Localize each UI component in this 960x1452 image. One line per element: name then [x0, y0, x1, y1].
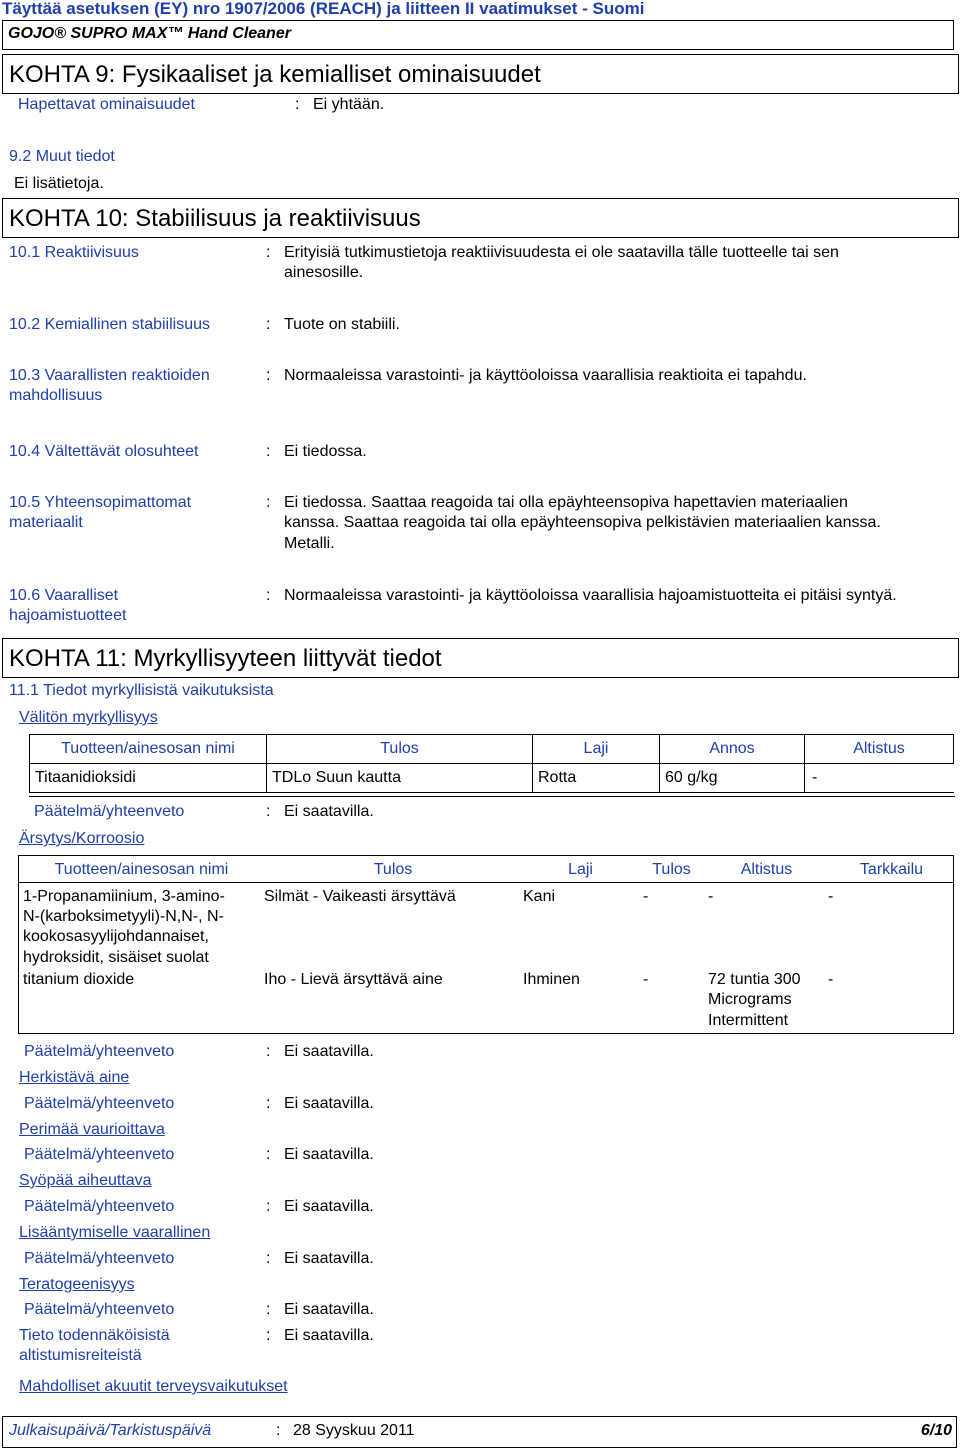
- column-header: Altistus: [805, 735, 954, 764]
- other-info-title: 9.2 Muut tiedot: [9, 148, 115, 165]
- incompatible-value-line1: Ei tiedossa. Saattaa reagoida tai olla epäyhteensopiva hapettavien materiaalien: [284, 494, 848, 511]
- colon: :: [266, 367, 271, 384]
- conclusion-label: Päätelmä/yhteenveto: [24, 1146, 175, 1163]
- colon: :: [266, 1095, 271, 1112]
- column-header: Laji: [568, 861, 593, 878]
- other-info-value: Ei lisätietoja.: [14, 175, 104, 192]
- reproductive-toxicity-title: Lisääntymiselle vaarallinen: [19, 1224, 211, 1241]
- conclusion-value: Ei saatavilla.: [284, 1095, 374, 1112]
- acute-health-effects-title: Mahdolliset akuutit terveysvaikutukset: [19, 1378, 288, 1395]
- stability-label: 10.2 Kemiallinen stabiilisuus: [9, 316, 210, 333]
- table-cell: 60 g/kg: [660, 764, 805, 793]
- irr-row1-name-line2: N-(karboksimetyyli)-N,N-, N-: [23, 908, 224, 925]
- colon: :: [266, 1327, 271, 1344]
- colon: :: [266, 1146, 271, 1163]
- incompatible-value-line2: kanssa. Saattaa reagoida tai olla epäyhteensopiva pelkistävien materiaalien kanssa.: [284, 514, 881, 531]
- conclusion-label: Päätelmä/yhteenveto: [34, 803, 185, 820]
- colon: :: [266, 803, 271, 820]
- acute-toxicity-table: [29, 734, 954, 793]
- incompatible-label-line2: materiaalit: [9, 514, 83, 531]
- colon: :: [266, 587, 271, 604]
- irr-row2-exposure-line2: Micrograms: [708, 991, 792, 1008]
- conclusion-value: Ei saatavilla.: [284, 1250, 374, 1267]
- divider: [29, 796, 955, 797]
- irr-row1-observation: -: [828, 888, 834, 905]
- table-cell: Titaanidioksidi: [30, 764, 267, 793]
- hazardous-reactions-label-line1: 10.3 Vaarallisten reaktioiden: [9, 367, 210, 384]
- teratogenicity-title: Teratogeenisyys: [19, 1276, 135, 1293]
- irr-row2-exposure-line1: 72 tuntia 300: [708, 971, 801, 988]
- colon: :: [295, 96, 300, 113]
- irr-row2-result: Iho - Lievä ärsyttävä aine: [264, 971, 443, 988]
- reactivity-value-line1: Erityisiä tutkimustietoja reaktiivisuudesta ei ole saatavilla tälle tuotteelle tai sen: [284, 244, 839, 261]
- conclusion-value: Ei saatavilla.: [284, 1198, 374, 1215]
- irr-row1-name-line1: 1-Propanamiinium, 3-amino-: [23, 888, 225, 905]
- footer-date-label: Julkaisupäivä/Tarkistuspäivä: [9, 1422, 212, 1439]
- colon: :: [266, 443, 271, 460]
- table-cell: TDLo Suun kautta: [267, 764, 533, 793]
- conclusion-label: Päätelmä/yhteenveto: [24, 1198, 175, 1215]
- column-header: Tuotteen/ainesosan nimi: [30, 735, 267, 764]
- conclusion-value: Ei saatavilla.: [284, 1146, 374, 1163]
- oxidizing-value: Ei yhtään.: [313, 96, 385, 113]
- irr-row1-score: -: [643, 888, 649, 905]
- acute-toxicity-title: Välitön myrkyllisyys: [19, 709, 158, 726]
- irritation-table-header: [18, 855, 954, 883]
- incompatible-label-line1: 10.5 Yhteensopimattomat: [9, 494, 192, 511]
- table-border: [18, 1033, 954, 1034]
- conclusion-label: Päätelmä/yhteenveto: [24, 1095, 175, 1112]
- column-header: Tulos: [373, 861, 413, 878]
- irr-row1-exposure: -: [708, 888, 714, 905]
- conclusion-label: Päätelmä/yhteenveto: [24, 1043, 175, 1060]
- conditions-avoid-label: 10.4 Vältettävät olosuhteet: [9, 443, 199, 460]
- exposure-routes-value: Ei saatavilla.: [284, 1327, 374, 1344]
- colon: :: [266, 316, 271, 333]
- irr-row2-species: Ihminen: [523, 971, 580, 988]
- section9-title: KOHTA 9: Fysikaaliset ja kemialliset ominaisuudet: [9, 61, 541, 88]
- colon: :: [266, 244, 271, 261]
- exposure-routes-label-line2: altistumisreiteistä: [19, 1347, 142, 1364]
- column-header: Altistus: [740, 861, 793, 878]
- colon: :: [266, 1301, 271, 1318]
- oxidizing-label: Hapettavat ominaisuudet: [18, 96, 195, 113]
- reactivity-label: 10.1 Reaktiivisuus: [9, 244, 139, 261]
- hazardous-reactions-value: Normaaleissa varastointi- ja käyttöoloissa vaarallisia reaktioita ei tapahdu.: [284, 367, 807, 384]
- irr-row2-observation: -: [828, 971, 834, 988]
- irr-row1-name-line4: hydroksidit, sisäiset suolat: [23, 949, 209, 966]
- carcinogenicity-title: Syöpää aiheuttava: [19, 1172, 152, 1189]
- irr-row1-result: Silmät - Vaikeasti ärsyttävä: [264, 888, 456, 905]
- decomposition-label-line1: 10.6 Vaaralliset: [9, 587, 119, 604]
- colon: :: [266, 1198, 271, 1215]
- decomposition-value: Normaaleissa varastointi- ja käyttöoloissa vaarallisia hajoamistuotteita ei pitäisi syntyä.: [284, 587, 897, 604]
- section11-header: [2, 638, 959, 678]
- footer: [2, 1416, 957, 1448]
- colon: :: [266, 1250, 271, 1267]
- conclusion-label: Päätelmä/yhteenveto: [24, 1301, 175, 1318]
- column-header: Tulos: [652, 861, 691, 878]
- hazardous-reactions-label-line2: mahdollisuus: [9, 387, 103, 404]
- irr-row2-name: titanium dioxide: [23, 971, 135, 988]
- product-name-box: [2, 20, 954, 50]
- incompatible-value-line3: Metalli.: [284, 535, 335, 552]
- section10-header: [2, 198, 959, 238]
- footer-date: 28 Syyskuu 2011: [293, 1422, 415, 1439]
- section9-header: [2, 54, 959, 94]
- column-header: Tuotteen/ainesosan nimi: [54, 861, 229, 878]
- section11-subtitle: 11.1 Tiedot myrkyllisistä vaikutuksista: [9, 682, 274, 699]
- colon: :: [266, 1043, 271, 1060]
- table-border: [953, 883, 954, 1033]
- table-header-row: [30, 735, 954, 764]
- table-border: [18, 883, 19, 1033]
- stability-value: Tuote on stabiili.: [284, 316, 400, 333]
- conclusion-value: Ei saatavilla.: [284, 1301, 374, 1318]
- reactivity-value-line2: ainesosille.: [284, 264, 364, 281]
- irr-row2-score: -: [643, 971, 649, 988]
- column-header: Tarkkailu: [859, 861, 924, 878]
- column-header: Laji: [533, 735, 660, 764]
- conclusion-value: Ei saatavilla.: [284, 1043, 374, 1060]
- irr-row1-species: Kani: [523, 888, 556, 905]
- table-row: [30, 764, 954, 793]
- table-cell: Rotta: [533, 764, 660, 793]
- section10-title: KOHTA 10: Stabiilisuus ja reaktiivisuus: [9, 205, 421, 232]
- exposure-routes-label-line1: Tieto todennäköisistä: [19, 1327, 170, 1344]
- table-cell: -: [805, 764, 954, 793]
- regulation-text: Täyttää asetuksen (EY) nro 1907/2006 (REACH) ja liitteen II vaatimukset - Suomi: [2, 0, 645, 18]
- colon: :: [276, 1422, 281, 1439]
- irritation-title: Ärsytys/Korroosio: [19, 830, 145, 847]
- column-header: Tulos: [267, 735, 533, 764]
- sensitizer-title: Herkistävä aine: [19, 1069, 130, 1086]
- product-name: GOJO® SUPRO MAX™ Hand Cleaner: [8, 25, 291, 42]
- decomposition-label-line2: hajoamistuotteet: [9, 607, 127, 624]
- conclusion-label: Päätelmä/yhteenveto: [24, 1250, 175, 1267]
- conclusion-value: Ei saatavilla.: [284, 803, 374, 820]
- conditions-avoid-value: Ei tiedossa.: [284, 443, 367, 460]
- irr-row1-name-line3: kookosasyylijohdannaiset,: [23, 928, 209, 945]
- colon: :: [266, 494, 271, 511]
- column-header: Annos: [660, 735, 805, 764]
- regulation-bar: [0, 0, 960, 20]
- mutagenicity-title: Perimää vaurioittava: [19, 1121, 165, 1138]
- section11-title: KOHTA 11: Myrkyllisyyteen liittyvät tiedot: [9, 645, 442, 672]
- irr-row2-exposure-line3: Intermittent: [708, 1012, 789, 1029]
- page-number: 6/10: [920, 1422, 952, 1439]
